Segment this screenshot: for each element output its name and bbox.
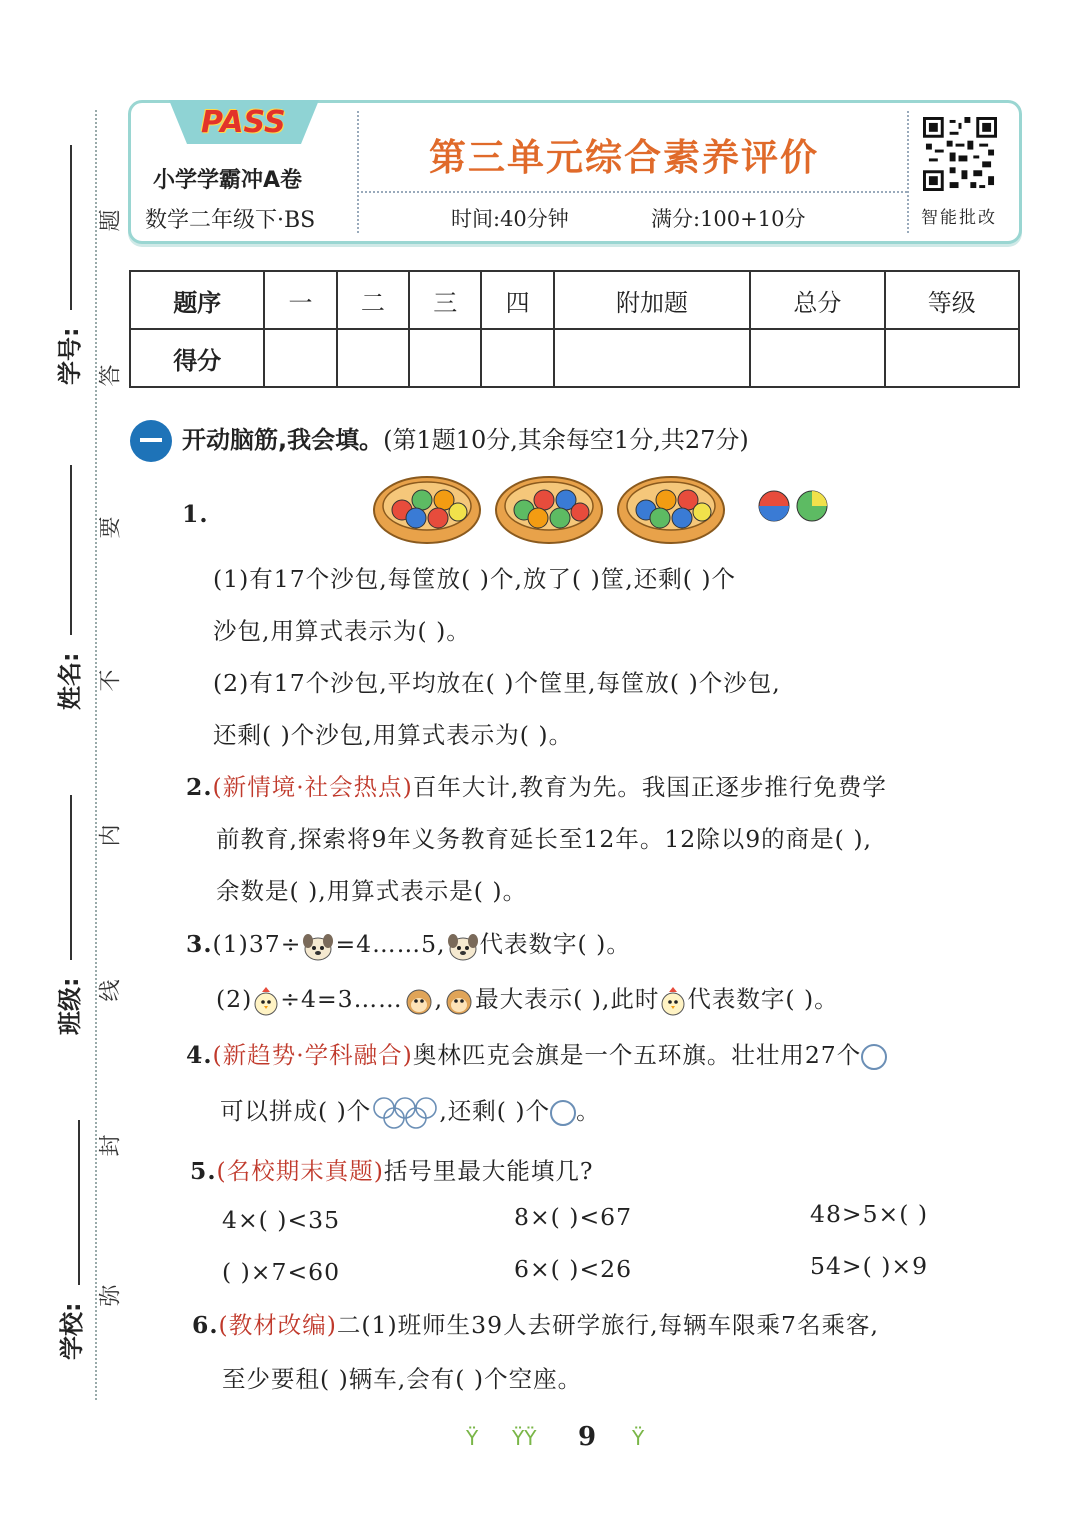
chick-icon: [659, 986, 687, 1016]
cell-part-4: 四: [481, 271, 553, 329]
seal-char-5: 内: [98, 824, 124, 847]
header-divider-right: [907, 111, 909, 233]
q5-item-6: 54>( )×9: [810, 1252, 929, 1280]
sprout-icon: Ÿ: [632, 1426, 645, 1450]
q3-number: 3.: [186, 930, 213, 958]
cell-bonus: 附加题: [554, 271, 750, 329]
score-table-score-row: [130, 329, 1019, 387]
q2-text1: 百年大计,教育为先。我国正逐步推行免费学: [412, 773, 887, 801]
q2-line3: 余数是( ),用算式表示是( )。: [216, 877, 528, 905]
class-line: [70, 795, 72, 960]
puppy-icon: [446, 931, 480, 961]
section-title-text: 开动脑筋,我会填。: [182, 426, 384, 454]
q4-number: 4.: [186, 1041, 213, 1069]
q5-item-3: 48>5×( ): [810, 1200, 929, 1228]
page-number: 9: [578, 1422, 597, 1452]
q3-text2e: 代表数字( )。: [687, 985, 839, 1013]
class-label: 班级:: [56, 977, 84, 1035]
sandbag-baskets-illustration: [372, 470, 842, 546]
score-input-grade[interactable]: [885, 329, 1019, 387]
q1-part1-line2: 沙包,用算式表示为( )。: [213, 617, 471, 645]
circle-icon: [550, 1100, 576, 1126]
q6-line1: [192, 1306, 879, 1340]
seal-char-2: 答: [98, 364, 124, 387]
school-label: 学校:: [58, 1302, 86, 1360]
name-line: [70, 465, 72, 635]
score-table-header-row: [130, 271, 1019, 329]
q3-line2: [216, 980, 839, 1016]
q1-part1-line1: (1)有17个沙包,每筐放( )个,放了( )筐,还剩( )个: [213, 565, 737, 593]
q4-tag: (新趋势·学科融合): [212, 1041, 413, 1069]
q6-line2: 至少要租( )辆车,会有( )个空座。: [222, 1365, 583, 1393]
seal-dotted-line: [95, 110, 97, 1400]
cell-score-label: 得分: [130, 329, 264, 387]
q4-text2c: 。: [576, 1097, 601, 1125]
q5-item-4: ( )×7<60: [222, 1258, 341, 1286]
seal-char-6: 线: [98, 979, 124, 1002]
q5-item-1: 4×( )<35: [222, 1206, 341, 1234]
puppy-icon: [301, 931, 335, 961]
q4-text1: 奥林匹克会旗是一个五环旗。壮壮用27个: [412, 1041, 862, 1069]
score-input-bonus[interactable]: [554, 329, 750, 387]
q5-tag: (名校期末真题): [216, 1157, 384, 1185]
series-name: 小学学霸冲A卷: [153, 168, 303, 193]
q5-number: 5.: [190, 1157, 217, 1185]
q2-tag: (新情境·社会热点): [212, 773, 413, 801]
q3-text2d: 最大表示( ),此时: [475, 985, 660, 1013]
full-score: 满分:100+10分: [651, 207, 806, 231]
q1-number: 1.: [182, 500, 209, 528]
score-table: [129, 270, 1020, 388]
section-scoring-note: (第1题10分,其余每空1分,共27分): [383, 426, 749, 454]
q3-text2c: ,: [434, 985, 444, 1013]
qr-code-icon[interactable]: [923, 117, 997, 191]
q2-line2: 前教育,探索将9年义务教育延长至12年。12除以9的商是( ),: [216, 825, 872, 853]
circle-icon: [861, 1044, 887, 1070]
q3-text1b: =4……5,: [335, 930, 446, 958]
student-id-line: [70, 145, 72, 310]
brand-logo: PASS: [201, 105, 286, 140]
q5-item-5: 6×( )<26: [514, 1255, 633, 1283]
header-divider-horizontal: [357, 191, 907, 193]
score-input-total[interactable]: [750, 329, 884, 387]
score-input-3[interactable]: [409, 329, 481, 387]
subject-grade: 数学二年级下·BS: [145, 208, 316, 233]
seal-char-1: 题: [98, 209, 124, 232]
sprout-icon: Ÿ: [466, 1426, 479, 1450]
q3-text1c: 代表数字( )。: [479, 930, 631, 958]
cell-part-3: 三: [409, 271, 481, 329]
section-number-badge: [130, 420, 172, 462]
student-id-label: 学号:: [56, 327, 84, 385]
cell-part-2: 二: [337, 271, 409, 329]
name-label: 姓名:: [56, 652, 84, 710]
monkey-icon: [403, 986, 435, 1016]
seal-char-8: 弥: [98, 1284, 124, 1307]
seal-char-4: 不: [98, 669, 124, 692]
cell-part-1: 一: [264, 271, 336, 329]
score-input-2[interactable]: [337, 329, 409, 387]
section-title: [182, 420, 749, 455]
seal-char-3: 要: [98, 516, 124, 539]
monkey-icon: [443, 986, 475, 1016]
q5-line1: [190, 1152, 594, 1186]
q5-text: 括号里最大能填几?: [383, 1157, 594, 1185]
q6-tag: (教材改编): [218, 1311, 337, 1339]
score-input-4[interactable]: [481, 329, 553, 387]
score-input-1[interactable]: [264, 329, 336, 387]
time-limit: 时间:40分钟: [451, 207, 569, 231]
cell-question-order: 题序: [130, 271, 264, 329]
q3-line1: [186, 925, 631, 961]
q2-number: 2.: [186, 773, 213, 801]
q3-text2a: (2): [216, 985, 253, 1013]
cell-total: 总分: [750, 271, 884, 329]
smart-grading-label: 智能批改: [921, 208, 997, 228]
cell-grade: 等级: [885, 271, 1019, 329]
q3-text1a: (1)37÷: [212, 930, 302, 958]
q6-number: 6.: [192, 1311, 219, 1339]
q1-part2-line1: (2)有17个沙包,平均放在( )个筐里,每筐放( )个沙包,: [213, 669, 781, 697]
q2-line1: [186, 768, 887, 802]
q4-text2a: 可以拼成( )个: [220, 1097, 372, 1125]
header-divider-left: [357, 111, 359, 233]
chick-icon: [252, 986, 280, 1016]
school-line: [78, 1120, 80, 1285]
seal-char-7: 封: [98, 1134, 124, 1157]
q3-text2b: ÷4=3……: [280, 985, 403, 1013]
header-card: [128, 100, 1022, 244]
q4-text2b: ,还剩( )个: [439, 1097, 551, 1125]
q4-line1: [186, 1036, 887, 1070]
page-title: 第三单元综合素养评价: [429, 136, 819, 179]
q1-part2-line2: 还剩( )个沙包,用算式表示为( )。: [213, 721, 574, 749]
q6-text1: 二(1)班师生39人去研学旅行,每辆车限乘7名乘客,: [336, 1311, 879, 1339]
q5-item-2: 8×( )<67: [514, 1203, 633, 1231]
sprout-icon: ŸŸ: [512, 1426, 537, 1450]
q4-line2: [220, 1092, 601, 1131]
olympic-rings-icon: [371, 1095, 439, 1131]
